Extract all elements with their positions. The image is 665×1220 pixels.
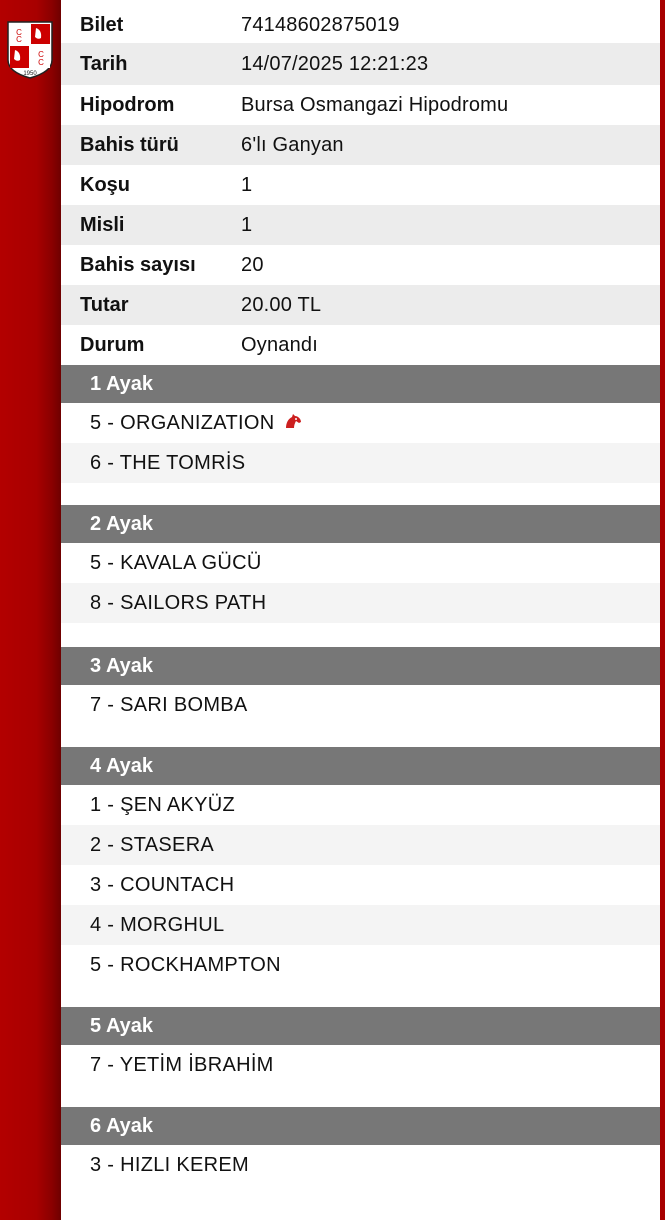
leg-header: 3 Ayak [61, 647, 660, 685]
info-value: 6'lı Ganyan [241, 133, 344, 156]
info-row-misli [61, 205, 660, 245]
leg-header: 4 Ayak [61, 747, 660, 785]
leg-section [61, 1107, 660, 1185]
leg-header: 6 Ayak [61, 1107, 660, 1145]
horse-label: 3 - COUNTACH [90, 873, 235, 896]
svg-text:1950: 1950 [23, 71, 37, 77]
horse-row [61, 543, 660, 583]
horse-row [61, 443, 660, 483]
spacer [61, 985, 660, 1007]
leg-header: 5 Ayak [61, 1007, 660, 1045]
info-value: Bursa Osmangazi Hipodromu [241, 93, 509, 116]
info-value: 1 [241, 173, 253, 196]
info-label: Hipodrom [80, 93, 175, 116]
leg-section [61, 1007, 660, 1085]
info-value: 1 [241, 213, 253, 236]
horse-row [61, 403, 660, 443]
info-label: Koşu [80, 173, 130, 196]
horse-row [61, 905, 660, 945]
leg-section [61, 747, 660, 985]
leg-header: 2 Ayak [61, 505, 660, 543]
info-row-durum [61, 325, 660, 365]
club-logo[interactable] [6, 20, 54, 80]
horse-label: 2 - STASERA [90, 833, 215, 856]
horse-row [61, 945, 660, 985]
horse-row [61, 825, 660, 865]
horse-row [61, 685, 660, 725]
horse-label: 5 - KAVALA GÜCÜ [90, 551, 262, 574]
horse-label: 8 - SAILORS PATH [90, 591, 267, 614]
horse-head-icon [284, 412, 302, 435]
leg-section [61, 365, 660, 483]
horse-row [61, 1145, 660, 1185]
info-label: Bilet [80, 13, 124, 36]
horse-row [61, 865, 660, 905]
info-label: Tarih [80, 52, 128, 75]
info-row-bahis-turu [61, 125, 660, 165]
horse-row [61, 785, 660, 825]
info-row-tarih [61, 43, 660, 85]
leg-section [61, 505, 660, 623]
horse-label: 7 - SARI BOMBA [90, 693, 248, 716]
svg-text:C: C [38, 50, 44, 59]
svg-text:C: C [38, 58, 44, 67]
spacer [61, 483, 660, 505]
info-value: 74148602875019 [241, 13, 400, 36]
horse-label: 1 - ŞEN AKYÜZ [90, 793, 236, 816]
horse-label: 6 - THE TOMRİS [90, 451, 246, 474]
spacer [61, 623, 660, 647]
info-value: 20 [241, 253, 264, 276]
svg-text:C: C [16, 28, 22, 37]
info-value: Oynandı [241, 333, 319, 356]
leg-header: 1 Ayak [61, 365, 660, 403]
leg-section [61, 647, 660, 725]
ticket-detail [61, 0, 660, 1185]
spacer [61, 725, 660, 747]
horse-label: 5 - ORGANIZATION [90, 411, 275, 434]
svg-text:C: C [16, 35, 22, 44]
spacer [61, 1085, 660, 1107]
right-edge-bar [660, 0, 665, 1220]
info-row-bahis-sayisi [61, 245, 660, 285]
info-value: 14/07/2025 12:21:23 [241, 52, 429, 75]
info-label: Durum [80, 333, 145, 356]
info-row-tutar [61, 285, 660, 325]
horse-label: 3 - HIZLI KEREM [90, 1153, 249, 1176]
horse-label: 7 - YETİM İBRAHİM [90, 1053, 274, 1076]
info-row-kosu [61, 165, 660, 205]
ticket-info [61, 0, 660, 365]
info-label: Misli [80, 213, 125, 236]
horse-label: 4 - MORGHUL [90, 913, 225, 936]
info-label: Tutar [80, 293, 129, 316]
horse-label: 5 - ROCKHAMPTON [90, 953, 281, 976]
horse-row [61, 1045, 660, 1085]
sidebar [0, 0, 61, 1220]
horse-row [61, 583, 660, 623]
info-label: Bahis türü [80, 133, 179, 156]
info-row-hipodrom [61, 85, 660, 125]
info-value: 20.00 TL [241, 293, 322, 316]
info-label: Bahis sayısı [80, 253, 196, 276]
